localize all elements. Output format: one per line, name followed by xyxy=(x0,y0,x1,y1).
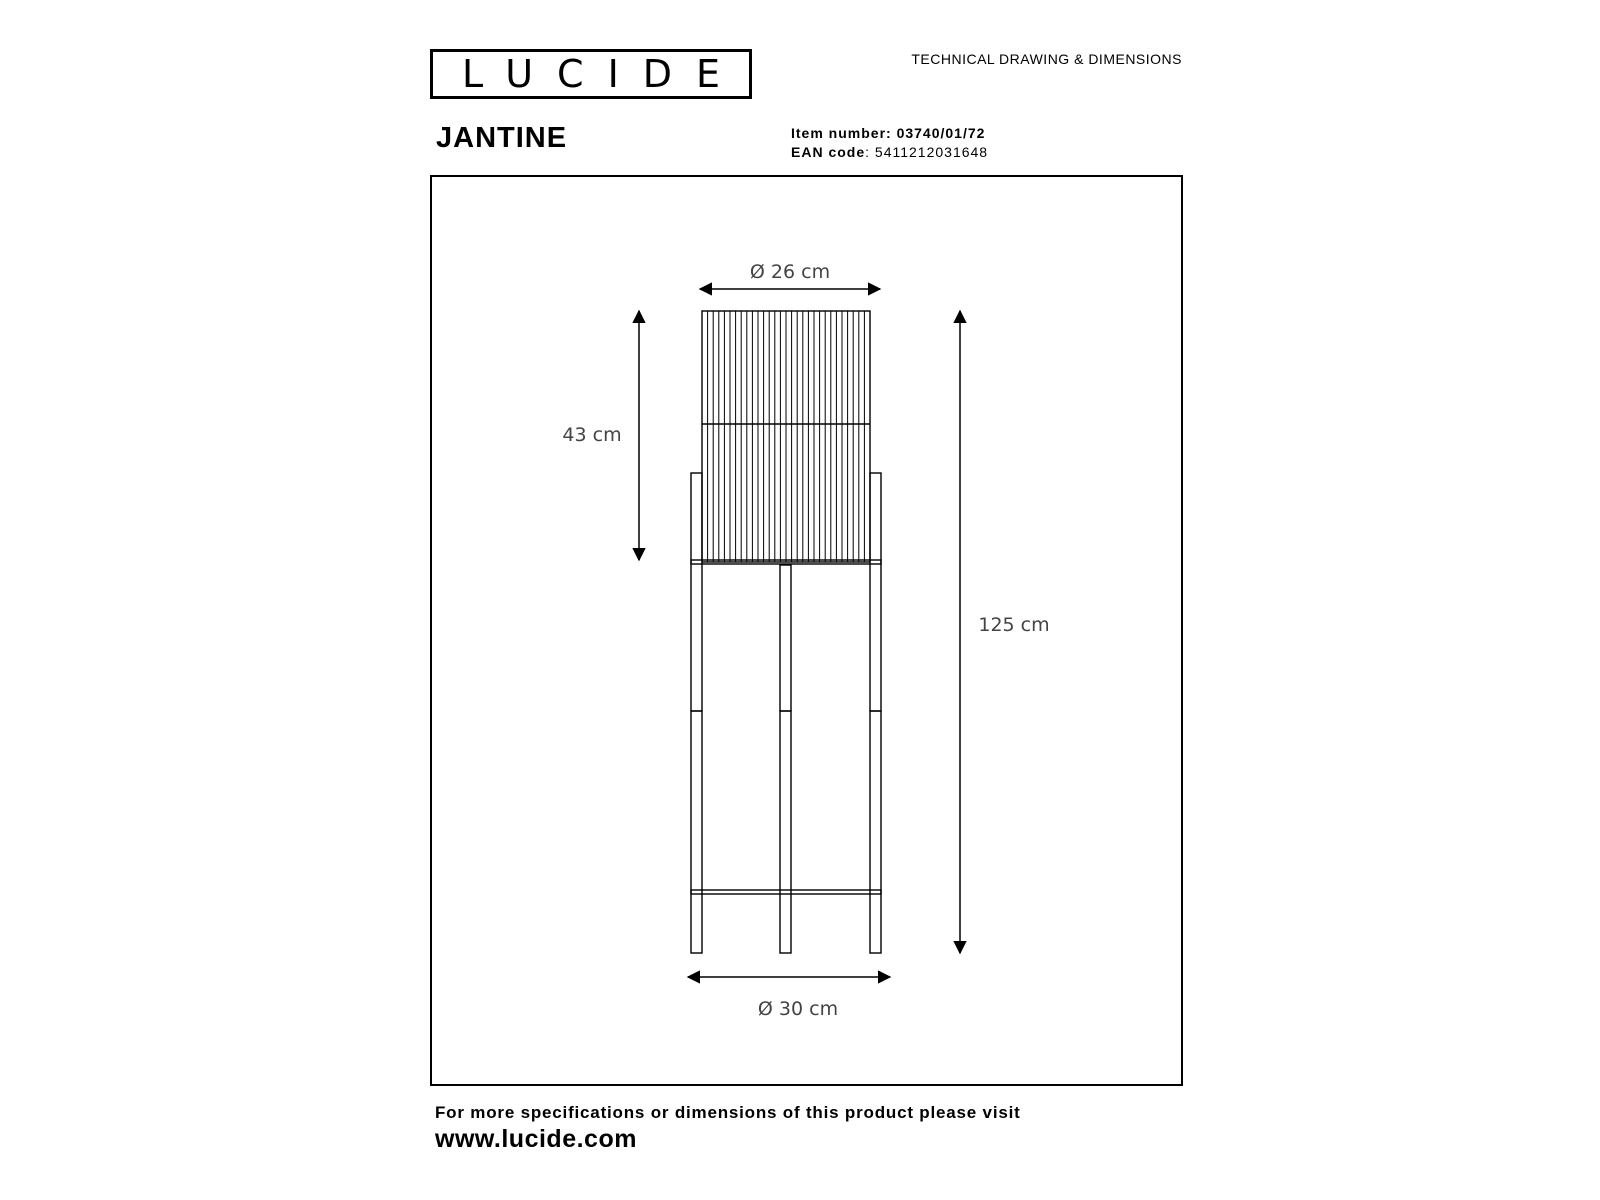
ean-code-label: EAN code xyxy=(791,144,866,160)
frame-leg-right-upper xyxy=(870,473,881,711)
frame-leg-left-lower xyxy=(691,711,702,953)
frame-leg-center-lower xyxy=(780,711,791,953)
ean-code xyxy=(791,143,988,162)
technical-drawing-frame xyxy=(430,175,1183,1086)
item-number-label: Item number xyxy=(791,125,887,141)
ean-code-value: : 5411212031648 xyxy=(865,144,989,160)
frame-leg-right-lower xyxy=(870,711,881,953)
frame-leg-left-upper xyxy=(691,473,702,711)
frame-leg-center-upper xyxy=(780,565,791,711)
shade-height-label: 43 cm xyxy=(562,424,622,446)
footer-url-link[interactable]: www.lucide.com xyxy=(435,1125,637,1153)
shade-diameter-label: Ø 26 cm xyxy=(749,261,831,283)
brand-logo-text: LUCIDE xyxy=(461,52,745,96)
lamp-drawing xyxy=(691,311,881,953)
document-type: TECHNICAL DRAWING & DIMENSIONS xyxy=(911,51,1182,67)
product-meta xyxy=(791,124,988,162)
bottom-ring xyxy=(691,890,881,894)
total-height-label: 125 cm xyxy=(978,614,1050,636)
item-number xyxy=(791,124,988,143)
base-diameter-label: Ø 30 cm xyxy=(757,998,839,1020)
item-number-value: : 03740/01/72 xyxy=(886,125,986,141)
shade-ribs xyxy=(708,311,865,562)
brand-logo xyxy=(430,49,752,99)
product-name: JANTINE xyxy=(436,122,568,154)
footer-note: For more specifications or dimensions of this product please visit xyxy=(435,1103,1021,1122)
technical-drawing xyxy=(432,177,1185,1088)
